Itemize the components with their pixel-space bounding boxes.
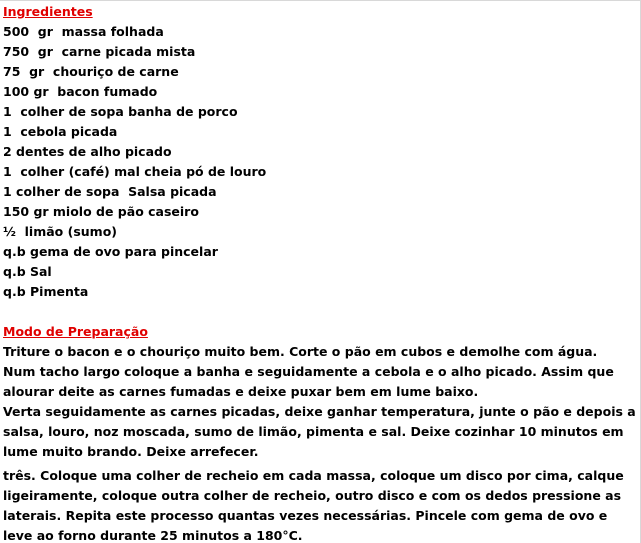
ingredient-item: 1 colher de sopa banha de porco	[3, 104, 238, 119]
preparation-paragraph: Verta seguidamente as carnes picadas, deixe ganhar temperatura, junte o pão e depois a salsa, louro, noz moscada, sumo de limão, pimenta e sal. Deixe cozinhar 10 minutos em lume muito brando. Deixe arrefecer.	[3, 404, 636, 459]
preparation-paragraph: Num tacho largo coloque a banha e seguidamente a cebola e o alho picado. Assim que alourar deite as carnes fumadas e deixe puxar bem em lume baixo.	[3, 364, 614, 399]
ingredient-item: 1 colher (café) mal cheia pó de louro	[3, 164, 267, 179]
preparation-paragraph: três. Coloque uma colher de recheio em cada massa, coloque um disco por cima, calque ligeiramente, coloque outra colher de recheio, outro disco e com os dedos pressione as laterais. Repita este processo quantas vezes necessárias. Pincele com gema de ovo e leve ao forno durante 25 minutos a 180°C.	[3, 468, 624, 543]
ingredient-item: q.b Sal	[3, 264, 52, 279]
preparation-steps	[3, 342, 637, 543]
ingredient-item: 500 gr massa folhada	[3, 24, 164, 39]
ingredient-item: q.b Pimenta	[3, 284, 89, 299]
ingredient-item: 100 gr bacon fumado	[3, 84, 158, 99]
ingredient-item: 1 cebola picada	[3, 124, 118, 139]
preparation-heading: Modo de Preparação	[3, 324, 148, 339]
ingredient-item: 1 colher de sopa Salsa picada	[3, 184, 217, 199]
preparation-paragraph: Triture o bacon e o chouriço muito bem. Corte o pão em cubos e demolhe com água.	[3, 344, 598, 359]
ingredients-list	[3, 22, 266, 302]
ingredient-item: 150 gr miolo de pão caseiro	[3, 204, 199, 219]
ingredients-heading: Ingredientes	[3, 4, 93, 19]
ingredient-item: 75 gr chouriço de carne	[3, 64, 179, 79]
ingredient-item: 750 gr carne picada mista	[3, 44, 196, 59]
screenshot-clip-gap	[3, 462, 637, 466]
ingredient-item: 2 dentes de alho picado	[3, 144, 172, 159]
ingredient-item: q.b gema de ovo para pincelar	[3, 244, 218, 259]
ingredient-item: ½ limão (sumo)	[3, 224, 117, 239]
